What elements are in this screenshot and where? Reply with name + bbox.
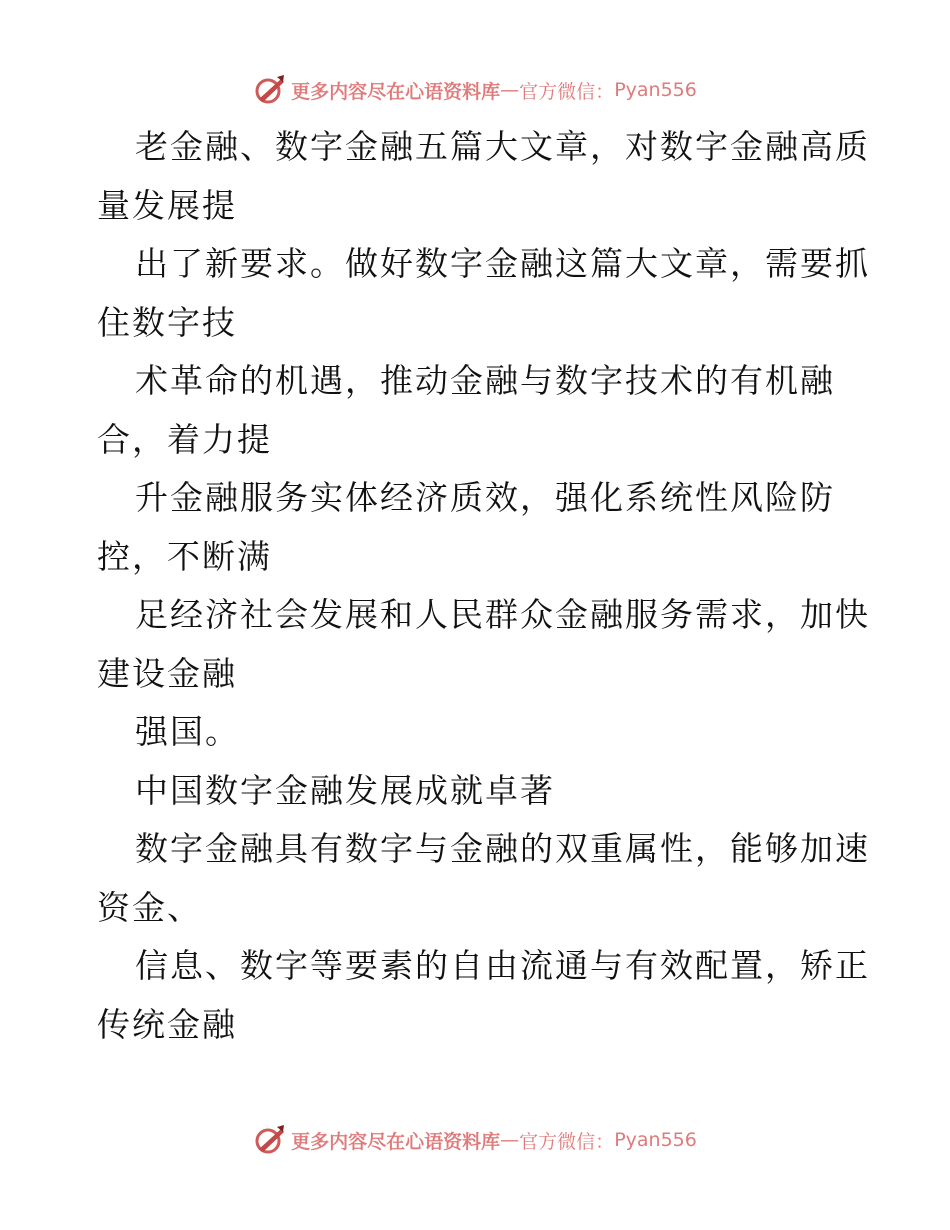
text-line: 传统金融 bbox=[97, 1004, 237, 1044]
banner-wechat-id: Pyan556 bbox=[614, 79, 697, 101]
text-line: 数字金融具有数字与金融的双重属性，能够加速 bbox=[135, 829, 870, 868]
header-watermark bbox=[0, 70, 950, 110]
banner-title: 更多内容尽在心语资料库 bbox=[291, 1130, 501, 1153]
text-line: 资金、 bbox=[97, 887, 202, 927]
banner-wechat-label: 官方微信： bbox=[519, 80, 615, 103]
banner-dash: — bbox=[500, 1129, 520, 1151]
text-line: 住数字技 bbox=[97, 302, 237, 342]
text-line: 建设金融 bbox=[97, 653, 237, 693]
text-line: 强国。 bbox=[135, 712, 240, 751]
text-line: 老金融、数字金融五篇大文章，对数字金融高质 bbox=[135, 127, 870, 166]
banner-dash: — bbox=[500, 79, 520, 101]
text-line: 足经济社会发展和人民群众金融服务需求，加快 bbox=[135, 595, 870, 634]
banner-title: 更多内容尽在心语资料库 bbox=[291, 80, 501, 103]
text-line: 控，不断满 bbox=[97, 536, 272, 576]
banner-wechat-label: 官方微信： bbox=[519, 1130, 615, 1153]
section-heading: 中国数字金融发展成就卓著 bbox=[135, 770, 555, 810]
text-line: 出了新要求。做好数字金融这篇大文章，需要抓 bbox=[135, 244, 870, 283]
text-line: 合，着力提 bbox=[97, 419, 272, 459]
banner-wechat-id: Pyan556 bbox=[614, 1129, 697, 1151]
text-line: 量发展提 bbox=[97, 185, 237, 225]
text-line: 术革命的机遇，推动金融与数字技术的有机融 bbox=[135, 361, 835, 400]
pen-logo-icon bbox=[253, 73, 287, 107]
text-line: 信息、数字等要素的自由流通与有效配置，矫正 bbox=[135, 946, 870, 985]
text-line: 升金融服务实体经济质效，强化系统性风险防 bbox=[135, 478, 835, 517]
pen-logo-icon bbox=[253, 1123, 287, 1157]
document-body bbox=[97, 118, 870, 1054]
footer-watermark bbox=[0, 1120, 950, 1160]
